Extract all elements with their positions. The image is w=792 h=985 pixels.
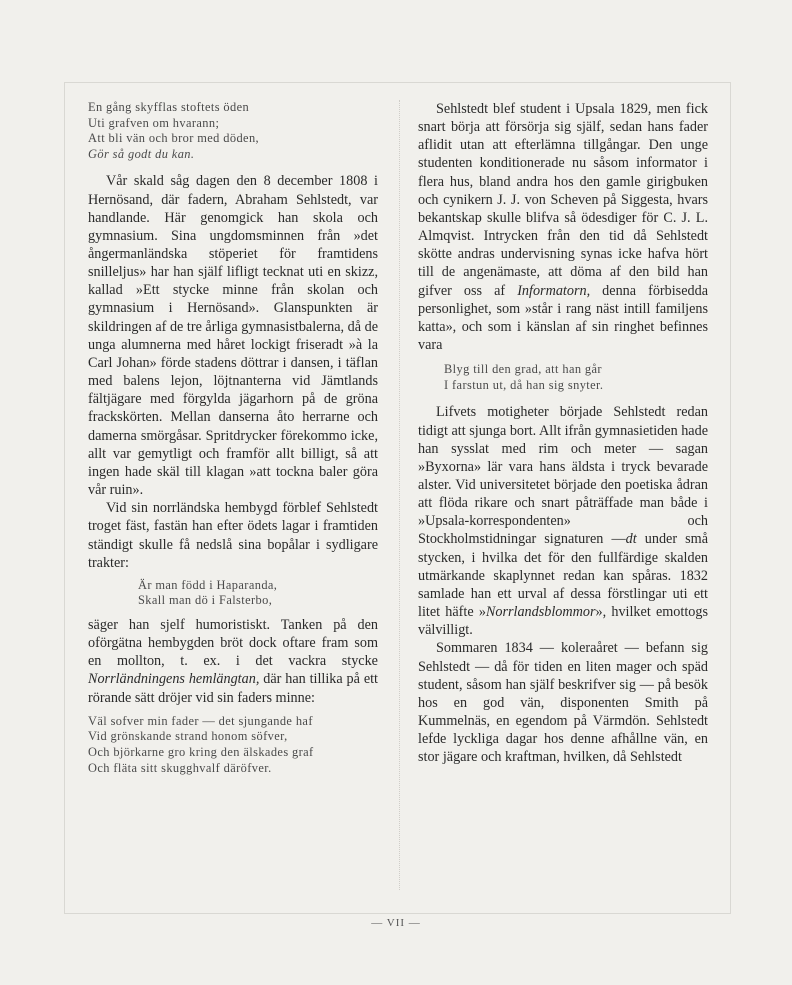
verse-end — [88, 714, 378, 776]
title-italic: Norrländningens hemlängtan, — [88, 671, 260, 688]
verse-middle — [88, 578, 378, 609]
paragraph: säger han sjelf humoristiskt. Tanken på den oförgätna hembygden bröt dock oftare fram som en mollton, t. ex. i det vackra stycke Norrländningens hemlängtan, där han tillika på ett rörande sätt dröjer vid sin faders minne: — [88, 617, 378, 706]
verse-line: Uti grafven om hvarann; — [88, 115, 220, 130]
verse-line: En gång skyfflas stoftets öden — [88, 100, 250, 114]
verse-line: I farstun ut, då han sig snyter. — [444, 377, 604, 392]
verse-line: Och björkarne gro kring den älskades graf — [88, 744, 314, 759]
paragraph: Vid sin norrländska hembygd förblef Sehlstedt troget fäst, fastän han efter ödets lagar i framtiden ständigt skulle få nedslå sina bopålar i sydligare trakter: — [88, 500, 378, 571]
verse-line-italic: Gör så godt du kan. — [88, 146, 195, 161]
right-column — [418, 100, 708, 767]
verse-line: Och fläta sitt skugghvalf däröfver. — [88, 760, 272, 775]
column-divider — [399, 100, 400, 890]
page-number: — VII — — [371, 917, 421, 929]
verse-line: Är man född i Haparanda, — [138, 577, 278, 592]
paragraph: Vår skald såg dagen den 8 december 1808 i Hernösand, där fadern, Abraham Sehlstedt, var handlande. Här genomgick han skola och gymnasium. Sina ungdomsminnen från »det ångermanländska stöperiet för framtidens snilleljus» har han själf lifligt tecknat uti en skizz, kallad »Ett stycke minne från skolan och gymnasium i Hernösand». Glanspunkten är skildringen af de tre årliga gymnasistbalerna, då de unga alumnerna med håret lockigt friseradt »à la Carl Johan» förde stadens döttrar i dansen, i täflan med balens lejon, löjtnanterna vid Jämtlands fältjägare med förgylda jägarhorn på de gröna frackskörten. Mellan danserna åto herrarne och damerna smörgåsar. Spritdrycker förekommo icke, allt var gemytligt och framför allt billigt, så att ingen hade skäl till klagan »att tockna baler göra vår ruin». — [88, 173, 378, 499]
paragraph: Lifvets motigheter började Sehlstedt redan tidigt att sjunga bort. Allt ifrån gymnasietiden hade han sysslat med rim och meter — sagan »Byxorna» lär vara hans äldsta i tryck bevarade alster. Vid universitetet började den poetiska ådran att flöda rikare och snart påträffade man både i »Upsala-korrespondenten» och Stockholmstidningar signaturen —dt under små stycken, i hvilka det för den fullfärdige skalden utmärkande skaplynnet redan kan spåras. 1832 samlade han ett urval af dessa förstlingar uti ett litet häfte »Norrlandsblommor», hvilket emottogs välvilligt. — [418, 404, 708, 639]
verse-line: Väl sofver min fader — det sjungande haf — [88, 713, 313, 728]
signature-italic: dt — [625, 531, 637, 548]
verse-line: Att bli vän och bror med döden, — [88, 131, 260, 146]
title-italic: Norrlandsblommor — [485, 604, 596, 621]
verse-line: Blyg till den grad, att han går — [444, 362, 602, 377]
title-italic: Informatorn, — [517, 282, 591, 299]
verse-line: Vid grönskande strand honom söfver, — [88, 729, 288, 744]
verse-line: Skall man dö i Falsterbo, — [138, 593, 273, 608]
paragraph: Sommaren 1834 — koleraåret — befann sig Sehlstedt — då för tiden en liten mager och späd student, såsom han själf beskrifver sig — på besök hos en god vän, disponenten Smith på Kummelnäs, en egendom på Värmdön. Sehlstedt lefde lyckliga dagar hos denne afhållne vän, en stor jägare och kraftman, hvilken, då Sehlstedt — [418, 640, 708, 766]
left-column — [88, 100, 378, 776]
verse-intro — [88, 100, 378, 162]
paragraph: Sehlstedt blef student i Upsala 1829, men fick snart börja att försörja sig själf, sedan hans fader aflidit utan att efterlämna tillgångar. Den unge studenten konditionerade nu såsom informator i flera hus, bland andra hos den gamle girigbuken och cynikern J. J. von Scheven på Siggesta, hvars bekantskap skulle blifva så ödesdiger för C. J. L. Almqvist. Intrycken från den tid då Sehlstedt skötte andras undervisning synas icke hafva hört till de angenämaste, att döma af den bild han gifver oss af Informatorn, denna förbisedda personlighet, som »står i rang näst intill familjens katta», och som i känslan af sin ringhet befinnes vara — [418, 101, 708, 354]
verse-quote — [418, 362, 708, 393]
